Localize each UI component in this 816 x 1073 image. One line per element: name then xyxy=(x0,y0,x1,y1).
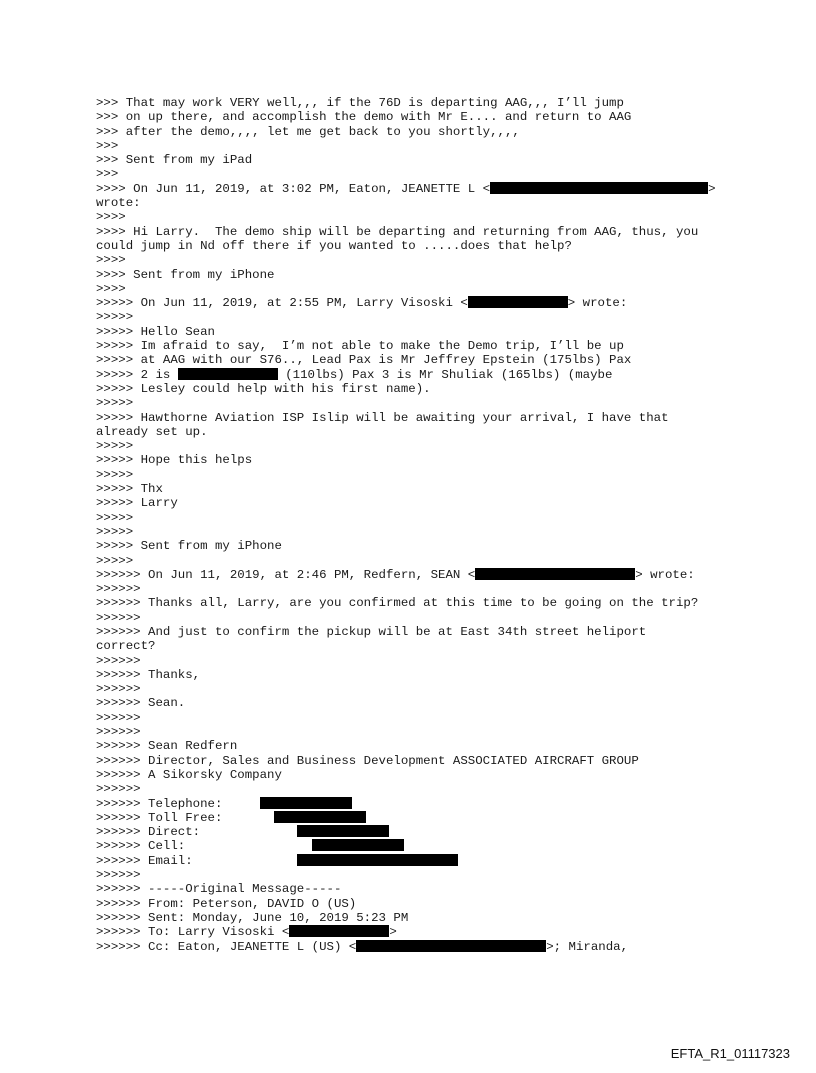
text-line: >>>>>> And just to confirm the pickup will be at East 34th street heliport xyxy=(96,624,647,639)
redaction-bar xyxy=(297,854,458,866)
text-line: >>>>> xyxy=(96,553,134,568)
text-line: >>>>>> From: Peterson, DAVID O (US) xyxy=(96,896,357,911)
text-segment: >>>>>> Toll Free: xyxy=(96,810,275,825)
text-segment: > wrote: xyxy=(567,296,628,311)
redaction-bar xyxy=(475,568,635,580)
text-line: >>> Sent from my iPad xyxy=(96,153,253,168)
text-line: >>> That may work VERY well,,, if the 76D is departing AAG,,, I’ll jump xyxy=(96,96,624,110)
text-line: >>>>>> xyxy=(96,725,141,740)
redaction-bar xyxy=(468,296,568,308)
text-line: >>>>>> Sent: Monday, June 10, 2019 5:23 PM xyxy=(96,910,409,925)
email-thread-body xyxy=(96,96,736,954)
text-line: >>>>> xyxy=(96,396,134,411)
text-line xyxy=(96,854,736,868)
text-line: correct? xyxy=(96,639,156,654)
text-segment: >>>>>> To: Larry Visoski < xyxy=(96,925,290,940)
text-line xyxy=(96,797,736,811)
text-line: >>>>> Larry xyxy=(96,496,178,511)
text-line: >>>> Sent from my iPhone xyxy=(96,267,275,282)
document-id-footer: EFTA_R1_01117323 xyxy=(670,1046,790,1061)
redaction-bar xyxy=(260,797,352,809)
text-line: >>>>>> A Sikorsky Company xyxy=(96,767,282,782)
text-segment: > wrote: xyxy=(635,567,695,582)
text-line: >>>>> Im afraid to say, I’m not able to make the Demo trip, I’ll be up xyxy=(96,339,624,354)
redaction-bar xyxy=(356,940,546,952)
text-line xyxy=(96,940,736,954)
text-line: >>>>>> xyxy=(96,610,141,625)
text-line: >>>>>> Director, Sales and Business Development ASSOCIATED AIRCRAFT GROUP xyxy=(96,753,639,768)
text-segment: >>>> On Jun 11, 2019, at 3:02 PM, Eaton, JEANETTE L < xyxy=(96,181,491,196)
text-line: >>> xyxy=(96,167,119,182)
text-line xyxy=(96,839,736,853)
text-line: >>>>>> xyxy=(96,868,141,883)
text-line: >>>>>> xyxy=(96,653,141,668)
redaction-bar xyxy=(312,839,404,851)
text-segment: (110lbs) Pax 3 is Mr Shuliak (165lbs) (maybe xyxy=(277,367,613,382)
text-line: >>>>>> -----Original Message----- xyxy=(96,882,342,897)
redaction-bar xyxy=(178,368,278,380)
redaction-bar xyxy=(274,811,366,823)
text-line: >>> on up there, and accomplish the demo with Mr E.... and return to AAG xyxy=(96,110,632,125)
text-line xyxy=(96,296,736,310)
text-line: >>>> xyxy=(96,281,126,296)
text-segment: >; Miranda, xyxy=(546,939,629,954)
text-line: >>>> xyxy=(96,210,126,225)
text-segment: >>>>>> On Jun 11, 2019, at 2:46 PM, Redfern, SEAN < xyxy=(96,567,476,582)
text-line: >>>>> Hope this helps xyxy=(96,453,253,468)
text-line: >>>>>> Sean Redfern xyxy=(96,739,238,754)
text-segment: >>>>>> Cc: Eaton, JEANETTE L (US) < xyxy=(96,939,357,954)
text-line: >>>>> Hello Sean xyxy=(96,324,215,339)
text-segment: >>>>>> Telephone: xyxy=(96,796,260,811)
text-line: >>>>> xyxy=(96,467,134,482)
text-line xyxy=(96,825,736,839)
text-line: >>>> Hi Larry. The demo ship will be departing and returning from AAG, thus, you xyxy=(96,224,699,239)
text-line: >>>>>> xyxy=(96,682,141,697)
text-line: >>>> xyxy=(96,253,126,268)
text-line: >>>>>> Thanks, xyxy=(96,667,201,682)
text-line: >>>>> xyxy=(96,439,134,454)
text-line: >>>>>> xyxy=(96,782,141,797)
text-line: >>>>> xyxy=(96,310,134,325)
text-segment: >>>>>> Direct: xyxy=(96,825,297,840)
text-segment: > xyxy=(389,925,397,940)
text-segment: >>>>> 2 is xyxy=(96,367,178,382)
text-line: >>> after the demo,,,, let me get back to you shortly,,,, xyxy=(96,124,520,139)
text-line: >>>>>> xyxy=(96,582,141,597)
redaction-bar xyxy=(289,925,389,937)
text-line: >>>>> xyxy=(96,524,134,539)
text-line: could jump in Nd off there if you wanted to .....does that help? xyxy=(96,238,572,253)
text-line: >>>>>> Sean. xyxy=(96,696,186,711)
text-segment: > xyxy=(708,181,716,196)
text-line: >>> xyxy=(96,138,119,153)
redaction-bar xyxy=(490,182,708,194)
text-segment: >>>>> On Jun 11, 2019, at 2:55 PM, Larry Visoski < xyxy=(96,296,468,311)
text-line xyxy=(96,925,736,939)
text-line: >>>>>> Thanks all, Larry, are you confirmed at this time to be going on the trip? xyxy=(96,596,699,611)
text-line xyxy=(96,182,736,196)
text-segment: >>>>>> Email: xyxy=(96,853,297,868)
text-line: >>>>> Sent from my iPhone xyxy=(96,539,282,554)
text-line: >>>>> xyxy=(96,510,134,525)
text-line xyxy=(96,811,736,825)
text-segment: >>>>>> Cell: xyxy=(96,839,312,854)
text-line: already set up. xyxy=(96,424,208,439)
text-line xyxy=(96,368,736,382)
text-line: >>>>> Lesley could help with his first name). xyxy=(96,381,431,396)
text-line: wrote: xyxy=(96,196,141,211)
redaction-bar xyxy=(297,825,389,837)
text-line: >>>>> Hawthorne Aviation ISP Islip will be awaiting your arrival, I have that xyxy=(96,410,669,425)
text-line: >>>>>> xyxy=(96,710,141,725)
text-line xyxy=(96,568,736,582)
text-line: >>>>> Thx xyxy=(96,482,163,497)
text-line: >>>>> at AAG with our S76.., Lead Pax is Mr Jeffrey Epstein (175lbs) Pax xyxy=(96,353,632,368)
